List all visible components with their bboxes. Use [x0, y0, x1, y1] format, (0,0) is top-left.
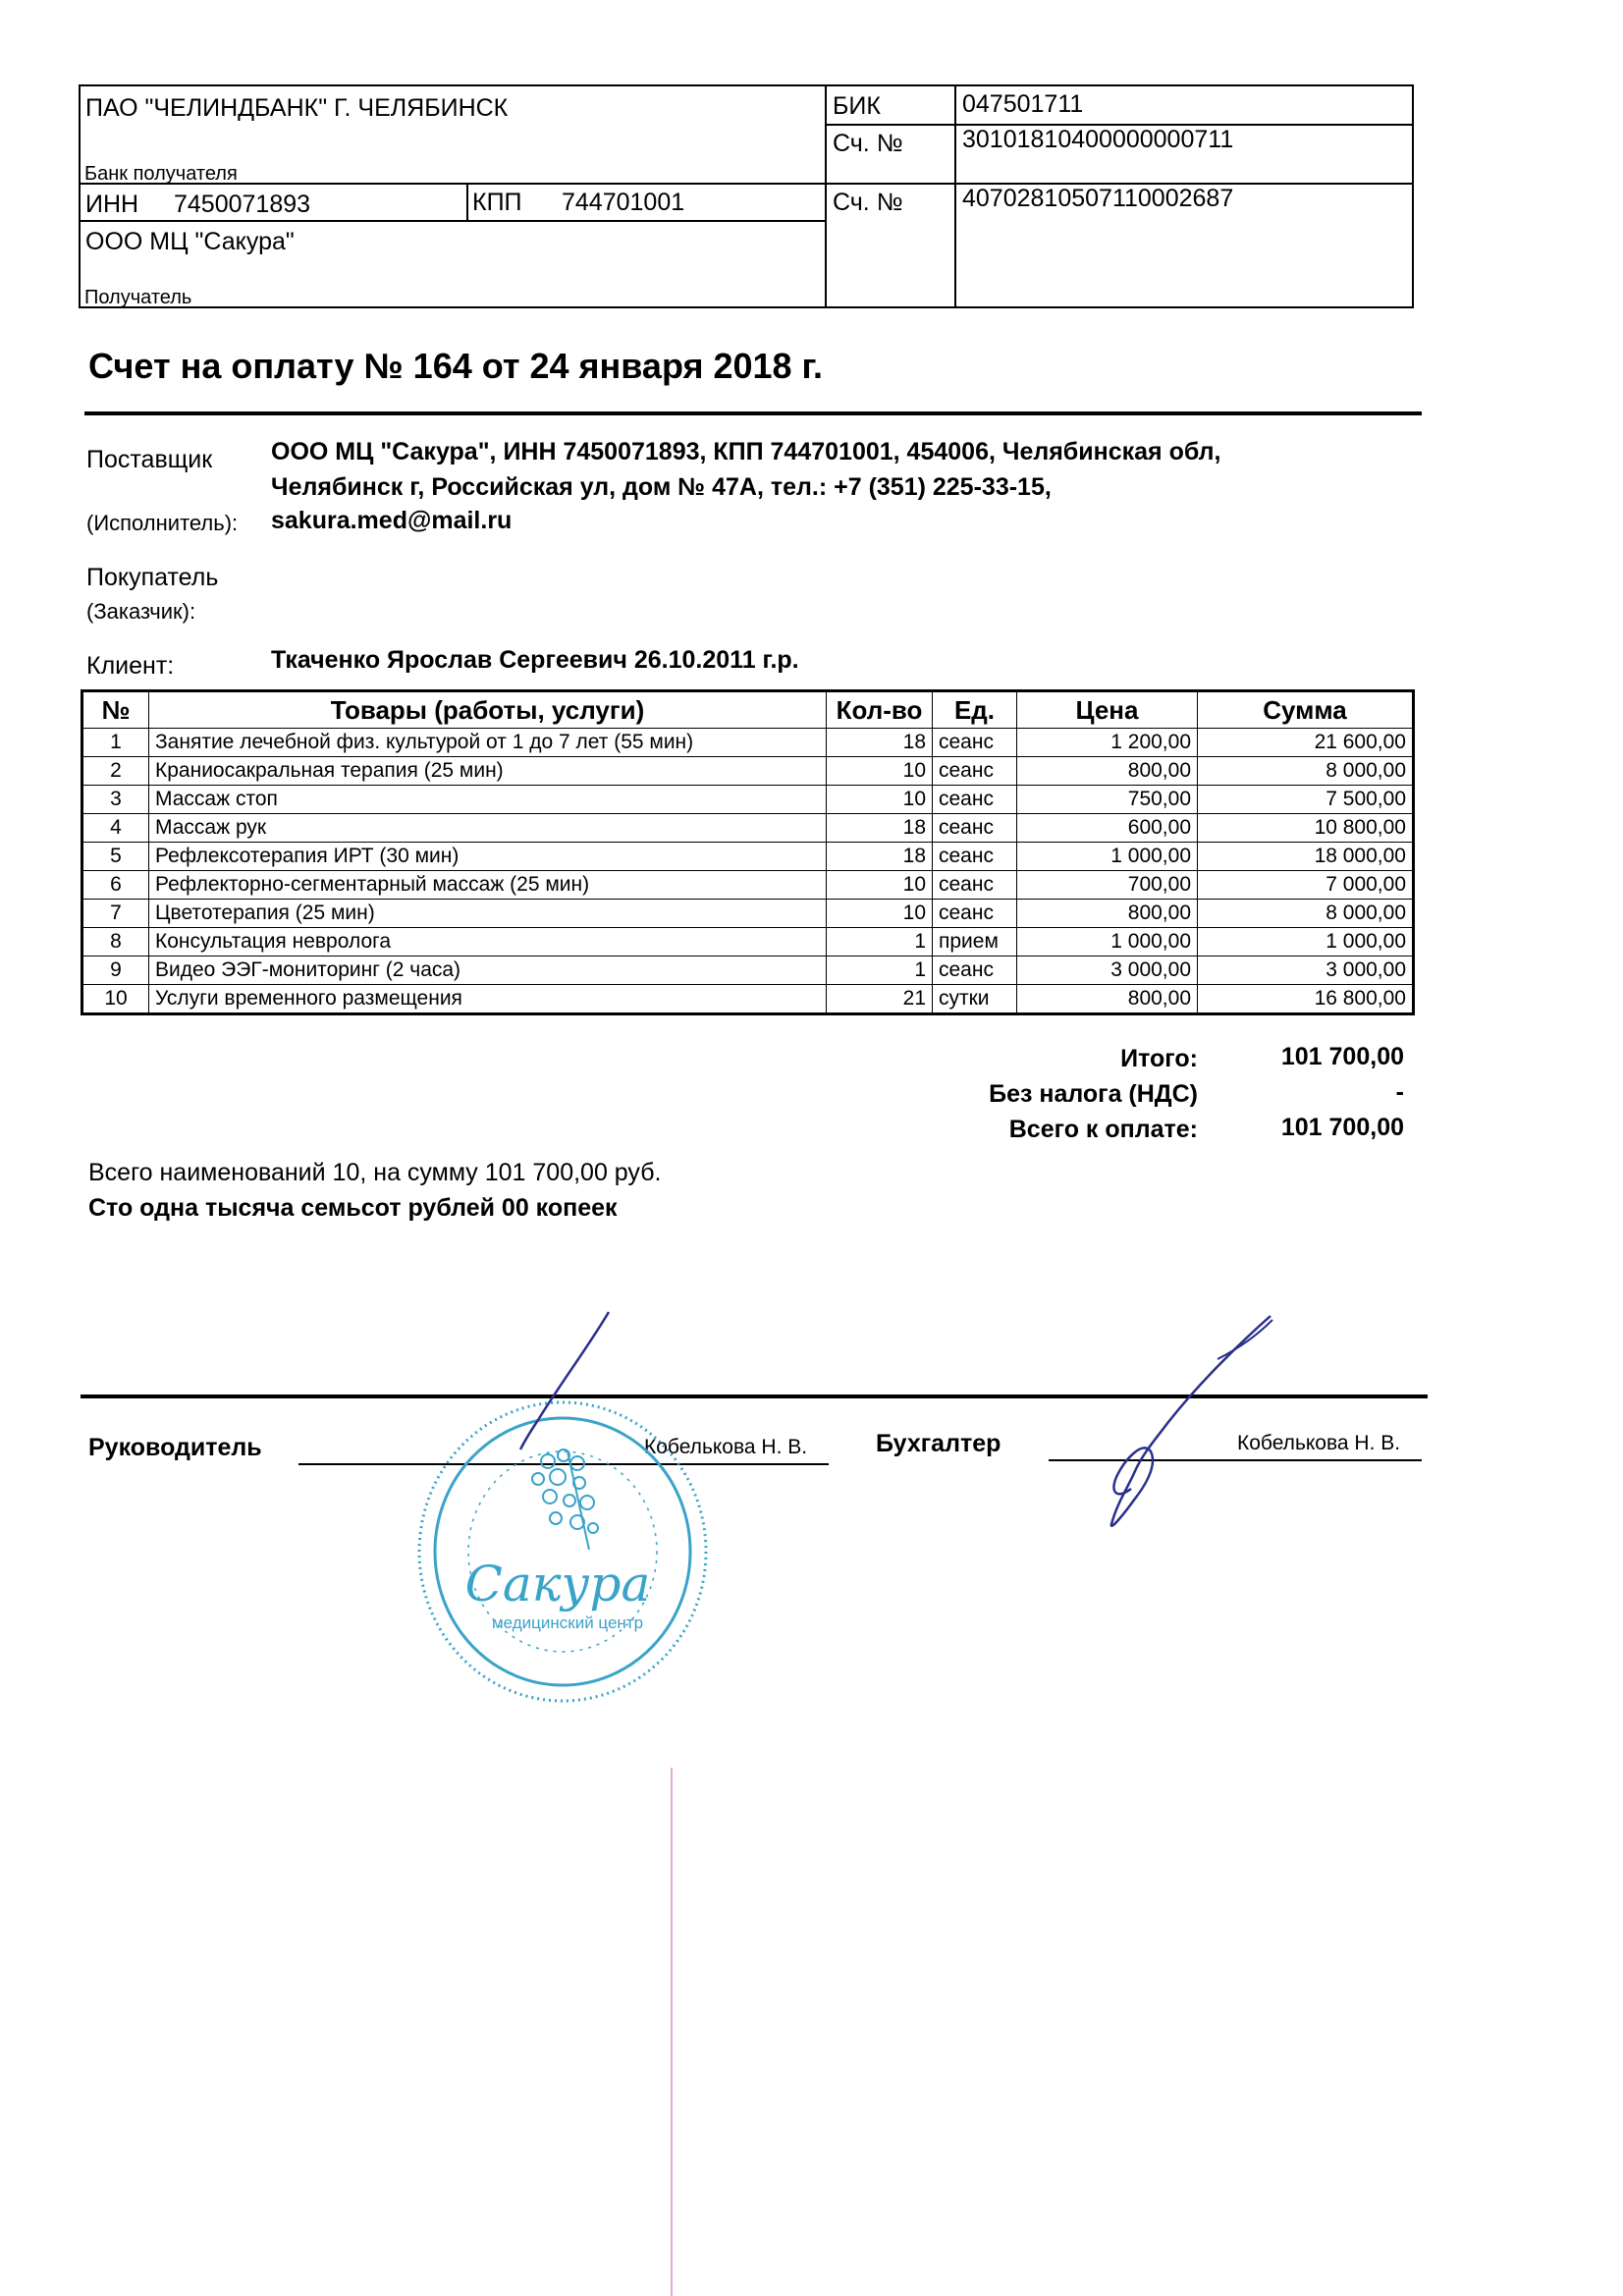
recipient-label: Получатель: [84, 287, 192, 308]
cell-name: Рефлекторно-сегментарный массаж (25 мин): [149, 871, 827, 900]
cell-sum: 21 600,00: [1198, 729, 1414, 757]
cell-num: 6: [82, 871, 149, 900]
cell-qty: 21: [827, 985, 933, 1014]
cell-sum: 18 000,00: [1198, 843, 1414, 871]
scan-artifact-line: [671, 1768, 673, 2296]
kpp-value: 744701001: [562, 189, 685, 216]
cell-name: Массаж рук: [149, 814, 827, 843]
cell-name: Видео ЭЭГ-мониторинг (2 часа): [149, 957, 827, 985]
cell-qty: 10: [827, 757, 933, 786]
vat-label: Без налога (НДС): [989, 1080, 1198, 1108]
items-table: [81, 689, 1415, 1015]
cell-sum: 7 500,00: [1198, 786, 1414, 814]
invoice-title: Счет на оплату № 164 от 24 января 2018 г.: [88, 346, 823, 386]
supplier-line-3: sakura.med@mail.ru: [271, 507, 513, 534]
director-label: Руководитель: [88, 1434, 262, 1461]
title-divider: [84, 411, 1422, 415]
cell-price: 800,00: [1017, 757, 1198, 786]
accountant-name: Кобелькова Н. В.: [1237, 1432, 1401, 1454]
col-num-header: №: [82, 691, 149, 729]
cell-qty: 18: [827, 843, 933, 871]
cell-unit: сеанс: [933, 757, 1017, 786]
cell-sum: 3 000,00: [1198, 957, 1414, 985]
total-label: Всего к оплате:: [1008, 1116, 1198, 1143]
cell-qty: 1: [827, 957, 933, 985]
table-row: [82, 843, 1414, 871]
cell-qty: 1: [827, 928, 933, 957]
cell-name: Услуги временного размещения: [149, 985, 827, 1014]
cell-name: Консультация невролога: [149, 928, 827, 957]
total-value: 101 700,00: [1280, 1114, 1404, 1141]
corr-account-label: Сч. №: [833, 130, 903, 157]
table-row: [82, 928, 1414, 957]
cell-unit: сеанс: [933, 786, 1017, 814]
table-header-row: [82, 691, 1414, 729]
table-row: [82, 757, 1414, 786]
cell-unit: сеанс: [933, 900, 1017, 928]
cell-unit: сутки: [933, 985, 1017, 1014]
cell-price: 1 200,00: [1017, 729, 1198, 757]
col-sum-header: Сумма: [1198, 691, 1414, 729]
cell-sum: 1 000,00: [1198, 928, 1414, 957]
buyer-label: Покупатель: [86, 564, 219, 591]
cell-unit: сеанс: [933, 814, 1017, 843]
cell-price: 1 000,00: [1017, 843, 1198, 871]
cell-num: 5: [82, 843, 149, 871]
cell-name: Краниосакральная терапия (25 мин): [149, 757, 827, 786]
bik-value: 047501711: [962, 90, 1084, 118]
subtotal-label: Итого:: [1120, 1045, 1198, 1072]
stamp-logo-text: Сакура: [464, 1556, 651, 1613]
client-value: Ткаченко Ярослав Сергеевич 26.10.2011 г.р.: [271, 646, 799, 674]
cell-price: 800,00: [1017, 900, 1198, 928]
inn-value: 7450071893: [174, 191, 311, 218]
cell-sum: 7 000,00: [1198, 871, 1414, 900]
supplier-line-2: Челябинск г, Российская ул, дом № 47А, тел.: +7 (351) 225-33-15,: [271, 473, 1052, 501]
kpp-label: КПП: [472, 189, 522, 216]
supplier-line-1: ООО МЦ "Сакура", ИНН 7450071893, КПП 744701001, 454006, Челябинская обл,: [271, 438, 1221, 465]
director-signature: [511, 1306, 628, 1453]
cell-price: 800,00: [1017, 985, 1198, 1014]
corr-account-value: 30101810400000000711: [962, 126, 1234, 153]
cell-qty: 10: [827, 871, 933, 900]
cell-sum: 10 800,00: [1198, 814, 1414, 843]
account-label: Сч. №: [833, 189, 903, 216]
accountant-signature: [1041, 1306, 1286, 1542]
table-row: [82, 985, 1414, 1014]
cell-price: 600,00: [1017, 814, 1198, 843]
cell-qty: 18: [827, 729, 933, 757]
cell-name: Занятие лечебной физ. культурой от 1 до 7 лет (55 мин): [149, 729, 827, 757]
table-row: [82, 814, 1414, 843]
cell-sum: 8 000,00: [1198, 757, 1414, 786]
buyer-sublabel: (Заказчик):: [86, 599, 196, 624]
director-name: Кобелькова Н. В.: [644, 1436, 808, 1458]
bank-label: Банк получателя: [84, 163, 238, 185]
vat-value: -: [1395, 1078, 1404, 1106]
cell-num: 10: [82, 985, 149, 1014]
table-row: [82, 957, 1414, 985]
cell-unit: сеанс: [933, 871, 1017, 900]
cell-price: 750,00: [1017, 786, 1198, 814]
bank-details-box: [79, 84, 1414, 308]
bank-name: ПАО "ЧЕЛИНДБАНК" Г. ЧЕЛЯБИНСК: [85, 94, 509, 122]
cell-unit: прием: [933, 928, 1017, 957]
col-price-header: Цена: [1017, 691, 1198, 729]
table-row: [82, 786, 1414, 814]
col-name-header: Товары (работы, услуги): [149, 691, 827, 729]
cell-num: 3: [82, 786, 149, 814]
cell-price: 1 000,00: [1017, 928, 1198, 957]
account-value: 40702810507110002687: [962, 185, 1234, 212]
cell-num: 8: [82, 928, 149, 957]
items-count-summary: Всего наименований 10, на сумму 101 700,00 руб.: [88, 1159, 662, 1186]
cell-unit: сеанс: [933, 957, 1017, 985]
client-label: Клиент:: [86, 652, 175, 680]
table-row: [82, 871, 1414, 900]
cell-qty: 10: [827, 900, 933, 928]
recipient-name: ООО МЦ "Сакура": [85, 228, 295, 255]
table-row: [82, 729, 1414, 757]
stamp-logo-subtext: медицинский центр: [491, 1613, 644, 1632]
col-qty-header: Кол-во: [827, 691, 933, 729]
cell-name: Массаж стоп: [149, 786, 827, 814]
accountant-label: Бухгалтер: [876, 1430, 1001, 1457]
cell-name: Цветотерапия (25 мин): [149, 900, 827, 928]
cell-num: 9: [82, 957, 149, 985]
amount-in-words: Сто одна тысяча семьсот рублей 00 копеек: [88, 1194, 618, 1222]
cell-qty: 10: [827, 786, 933, 814]
subtotal-value: 101 700,00: [1280, 1043, 1404, 1070]
table-row: [82, 900, 1414, 928]
cell-price: 3 000,00: [1017, 957, 1198, 985]
inn-label: ИНН: [85, 191, 139, 218]
supplier-sublabel: (Исполнитель):: [86, 511, 239, 535]
cell-num: 1: [82, 729, 149, 757]
cell-unit: сеанс: [933, 843, 1017, 871]
supplier-label: Поставщик: [86, 446, 213, 473]
cell-num: 4: [82, 814, 149, 843]
cell-price: 700,00: [1017, 871, 1198, 900]
cell-num: 2: [82, 757, 149, 786]
cell-unit: сеанс: [933, 729, 1017, 757]
cell-sum: 8 000,00: [1198, 900, 1414, 928]
cell-num: 7: [82, 900, 149, 928]
cell-name: Рефлексотерапия ИРТ (30 мин): [149, 843, 827, 871]
cell-qty: 18: [827, 814, 933, 843]
bik-label: БИК: [833, 92, 881, 120]
cell-sum: 16 800,00: [1198, 985, 1414, 1014]
col-unit-header: Ед.: [933, 691, 1017, 729]
